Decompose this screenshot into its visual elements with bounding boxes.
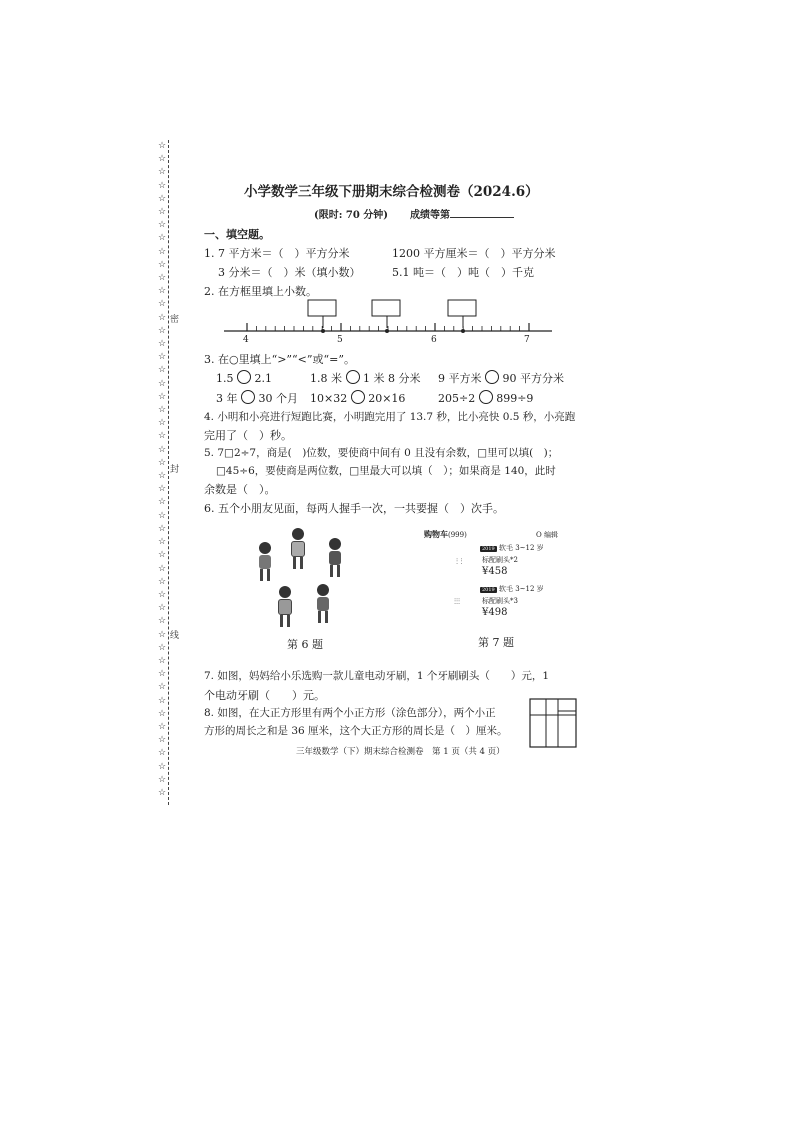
answer-box-2: [372, 300, 400, 316]
seal-word-xian: 线: [170, 631, 180, 641]
q4-line2: 完用了（ ）秒。: [204, 429, 292, 442]
cart-item-2-name: 2019 软毛 3~12 岁: [482, 585, 544, 593]
compare-circle[interactable]: [346, 370, 360, 384]
child-figure: [326, 538, 344, 580]
compare-circle[interactable]: [351, 390, 365, 404]
number-line: [220, 296, 560, 348]
compare-3: 9 平方米 90 平方分米: [438, 372, 564, 385]
compare-circle[interactable]: [485, 370, 499, 384]
q5-line2: □45÷6，要使商是两位数，□里最大可以填（ ）；如果商是 140，此时: [216, 465, 556, 477]
child-figure: [314, 584, 332, 626]
q4-line1: 4. 小明和小亮进行短跑比赛，小明跑完用了 13.7 秒，比小亮快 0.5 秒，小亮跑: [204, 411, 576, 423]
cart-title: 购物车(999): [424, 529, 467, 539]
cart-item-1-price: ¥458: [482, 566, 508, 577]
tick-label-4: 4: [243, 335, 249, 345]
seal-word-feng: 封: [170, 465, 180, 475]
cart-edit[interactable]: O 编辑: [536, 531, 558, 539]
q8-line1: 8. 如图，在大正方形里有两个小正方形（涂色部分），两个小正: [204, 707, 496, 719]
q5-line3: 余数是（ ）。: [204, 483, 276, 496]
point-3: [461, 329, 465, 333]
cart-item-2-note: 标配刷头*3: [482, 597, 518, 605]
compare-1: 1.5 2.1: [216, 372, 272, 385]
compare-circle[interactable]: [237, 370, 251, 384]
time-limit: (限时: 70 分钟): [314, 210, 389, 221]
child-figure: [256, 542, 274, 584]
product-tag: 2019: [482, 587, 495, 593]
q1-c: 3 分米＝（ ）米（填小数）: [218, 266, 361, 279]
grade-field[interactable]: [410, 206, 514, 221]
q7-line1: 7. 如图，妈妈给小乐选购一款儿童电动牙刷，1 个牙刷刷头（ ）元，1: [204, 670, 550, 682]
compare-circle[interactable]: [241, 390, 255, 404]
q1-b: 1200 平方厘米＝（ ）平方分米: [392, 247, 556, 260]
compare-2: 1.8 米 1 米 8 分米: [310, 372, 421, 385]
toothbrush-icon: ⫶ ⫶: [456, 557, 463, 566]
tick-label-6: 6: [431, 335, 437, 345]
compare-5: 10×32 20×16: [310, 392, 406, 405]
answer-box-3: [448, 300, 476, 316]
compare-6: 205÷2 899÷9: [438, 392, 534, 405]
page-footer: 三年级数学（下）期末综合检测卷 第 1 页（共 4 页）: [296, 747, 505, 757]
figure-caption-6: 第 6 题: [287, 638, 323, 651]
toothbrush-icon: ⫶⫶⫶: [454, 597, 460, 606]
q2-text: 2. 在方框里填上小数。: [204, 285, 317, 298]
tick-label-5: 5: [337, 335, 343, 345]
q7-line2: 个电动牙刷（ ）元。: [204, 689, 325, 702]
answer-box-1: [308, 300, 336, 316]
cart-item-1-name: 2019 软毛 3~12 岁: [482, 544, 544, 552]
seal-word-mi: 密: [170, 315, 180, 325]
section-heading: 一、填空题。: [204, 228, 270, 241]
q6-text: 6. 五个小朋友见面，每两人握手一次，一共要握（ ）次手。: [204, 502, 504, 515]
page-title: 小学数学三年级下册期末综合检测卷（2024.6）: [244, 184, 539, 200]
compare-circle[interactable]: [479, 390, 493, 404]
q8-line2: 方形的周长之和是 36 厘米，这个大正方形的周长是（ ）厘米。: [204, 725, 508, 737]
point-1: [321, 329, 325, 333]
q5-line1: 5. 7□2÷7，商是( )位数，要使商中间有 0 且没有余数，□里可以填( )；: [204, 447, 559, 459]
child-figure: [289, 528, 307, 570]
binding-dashed-line: [168, 140, 169, 805]
tick-label-7: 7: [524, 335, 530, 345]
point-2: [385, 329, 389, 333]
child-figure: [276, 586, 294, 628]
grade-label: 成绩等第: [410, 210, 450, 221]
cart-item-1-note: 标配刷头*2: [482, 556, 518, 564]
product-tag: 2019: [482, 546, 495, 552]
grade-blank[interactable]: [450, 207, 514, 218]
q3-text: 3. 在○里填上“>”“<”或“=”。: [204, 353, 355, 366]
q1-a: 1. 7 平方米＝（ ）平方分米: [204, 247, 350, 260]
compare-4: 3 年 30 个月: [216, 392, 298, 405]
square-figure: [528, 697, 578, 749]
q1-d: 5.1 吨＝（ ）吨（ ）千克: [392, 266, 534, 279]
cart-item-2-price: ¥498: [482, 607, 508, 618]
figure-caption-7: 第 7 题: [478, 636, 514, 649]
binding-stars: ☆☆☆☆☆☆☆☆☆☆☆☆☆☆☆☆☆☆☆☆☆☆☆☆☆☆☆☆☆☆☆☆☆☆☆☆☆☆☆☆☆☆☆☆☆☆☆☆☆☆: [158, 141, 167, 798]
